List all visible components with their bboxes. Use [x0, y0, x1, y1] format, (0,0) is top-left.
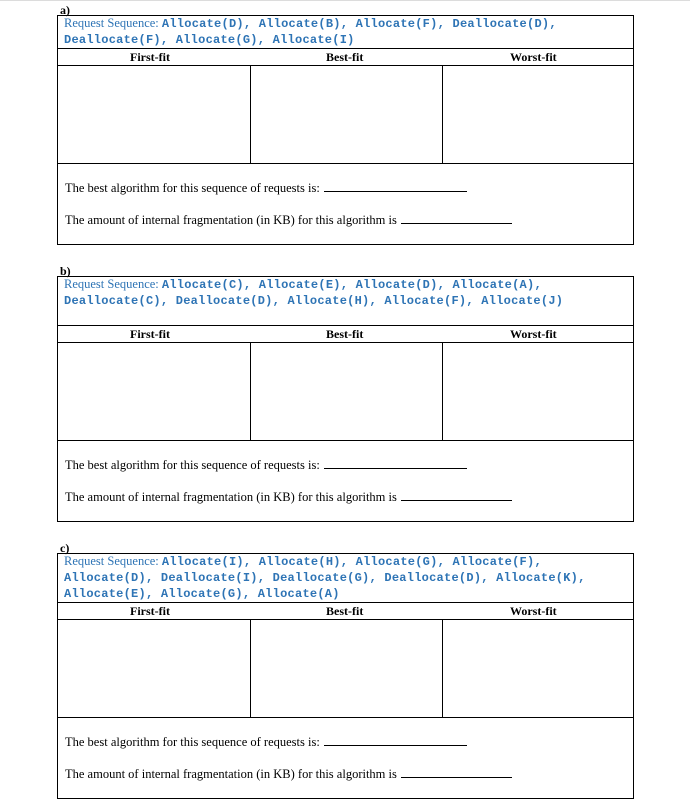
best-fit-cell[interactable]	[250, 620, 443, 717]
section-b-work-grid	[57, 343, 634, 441]
best-algorithm-question: The best algorithm for this sequence of requests is:	[65, 735, 320, 749]
section-a-letter: a)	[60, 3, 70, 17]
best-fit-cell[interactable]	[250, 66, 443, 163]
fragmentation-blank[interactable]	[401, 222, 512, 224]
sequence-line-1: Allocate(C), Allocate(E), Allocate(D), Allocate(A),	[161, 278, 542, 292]
section-b-letter: b)	[60, 264, 71, 278]
section-a-header-row	[57, 49, 634, 66]
best-fit-cell[interactable]	[250, 343, 443, 440]
fragmentation-question: The amount of internal fragmentation (in KB) for this algorithm is	[65, 767, 397, 781]
fragmentation-question: The amount of internal fragmentation (in KB) for this algorithm is	[65, 213, 397, 227]
fragmentation-blank[interactable]	[401, 776, 512, 778]
section-b-answers	[57, 441, 634, 522]
sequence-line-2: Deallocate(C), Deallocate(D), Allocate(H), Allocate(F), Allocate(J)	[64, 294, 564, 308]
header-first-fit: First-fit	[130, 50, 170, 64]
sequence-line-2: Allocate(D), Deallocate(I), Deallocate(G), Deallocate(D), Allocate(K),	[64, 571, 586, 585]
section-c-work-grid	[57, 620, 634, 718]
sequence-line-2: Deallocate(F), Allocate(G), Allocate(I)	[64, 33, 355, 47]
best-algorithm-question: The best algorithm for this sequence of requests is:	[65, 458, 320, 472]
header-first-fit: First-fit	[130, 604, 170, 618]
best-algorithm-blank[interactable]	[324, 190, 467, 192]
first-fit-cell[interactable]	[58, 343, 251, 440]
first-fit-cell[interactable]	[58, 66, 251, 163]
sequence-line-1: Allocate(D), Allocate(B), Allocate(F), Deallocate(D),	[161, 17, 557, 31]
sequence-line-1: Allocate(I), Allocate(H), Allocate(G), Allocate(F),	[161, 555, 542, 569]
header-best-fit: Best-fit	[326, 327, 364, 341]
header-worst-fit: Worst-fit	[510, 327, 557, 341]
request-sequence-label: Request Sequence:	[64, 16, 162, 30]
section-b-request-sequence	[57, 276, 634, 326]
section-a-work-grid	[57, 66, 634, 164]
top-rule	[0, 0, 690, 1]
best-algorithm-blank[interactable]	[324, 467, 467, 469]
section-b-header-row	[57, 326, 634, 343]
header-worst-fit: Worst-fit	[510, 604, 557, 618]
worst-fit-cell[interactable]	[442, 343, 633, 440]
worst-fit-cell[interactable]	[442, 620, 633, 717]
header-first-fit: First-fit	[130, 327, 170, 341]
section-c-answers	[57, 718, 634, 799]
best-algorithm-blank[interactable]	[324, 744, 467, 746]
section-c-letter: c)	[60, 541, 70, 555]
header-worst-fit: Worst-fit	[510, 50, 557, 64]
best-algorithm-question: The best algorithm for this sequence of requests is:	[65, 181, 320, 195]
header-best-fit: Best-fit	[326, 604, 364, 618]
request-sequence-label: Request Sequence:	[64, 277, 162, 291]
section-a-request-sequence	[57, 15, 634, 49]
section-c-header-row	[57, 603, 634, 620]
fragmentation-blank[interactable]	[401, 499, 512, 501]
request-sequence-label: Request Sequence:	[64, 554, 162, 568]
header-best-fit: Best-fit	[326, 50, 364, 64]
fragmentation-question: The amount of internal fragmentation (in KB) for this algorithm is	[65, 490, 397, 504]
worst-fit-cell[interactable]	[442, 66, 633, 163]
first-fit-cell[interactable]	[58, 620, 251, 717]
section-c-request-sequence	[57, 553, 634, 603]
section-a-answers	[57, 164, 634, 245]
sequence-line-3: Allocate(E), Allocate(G), Allocate(A)	[64, 587, 340, 601]
